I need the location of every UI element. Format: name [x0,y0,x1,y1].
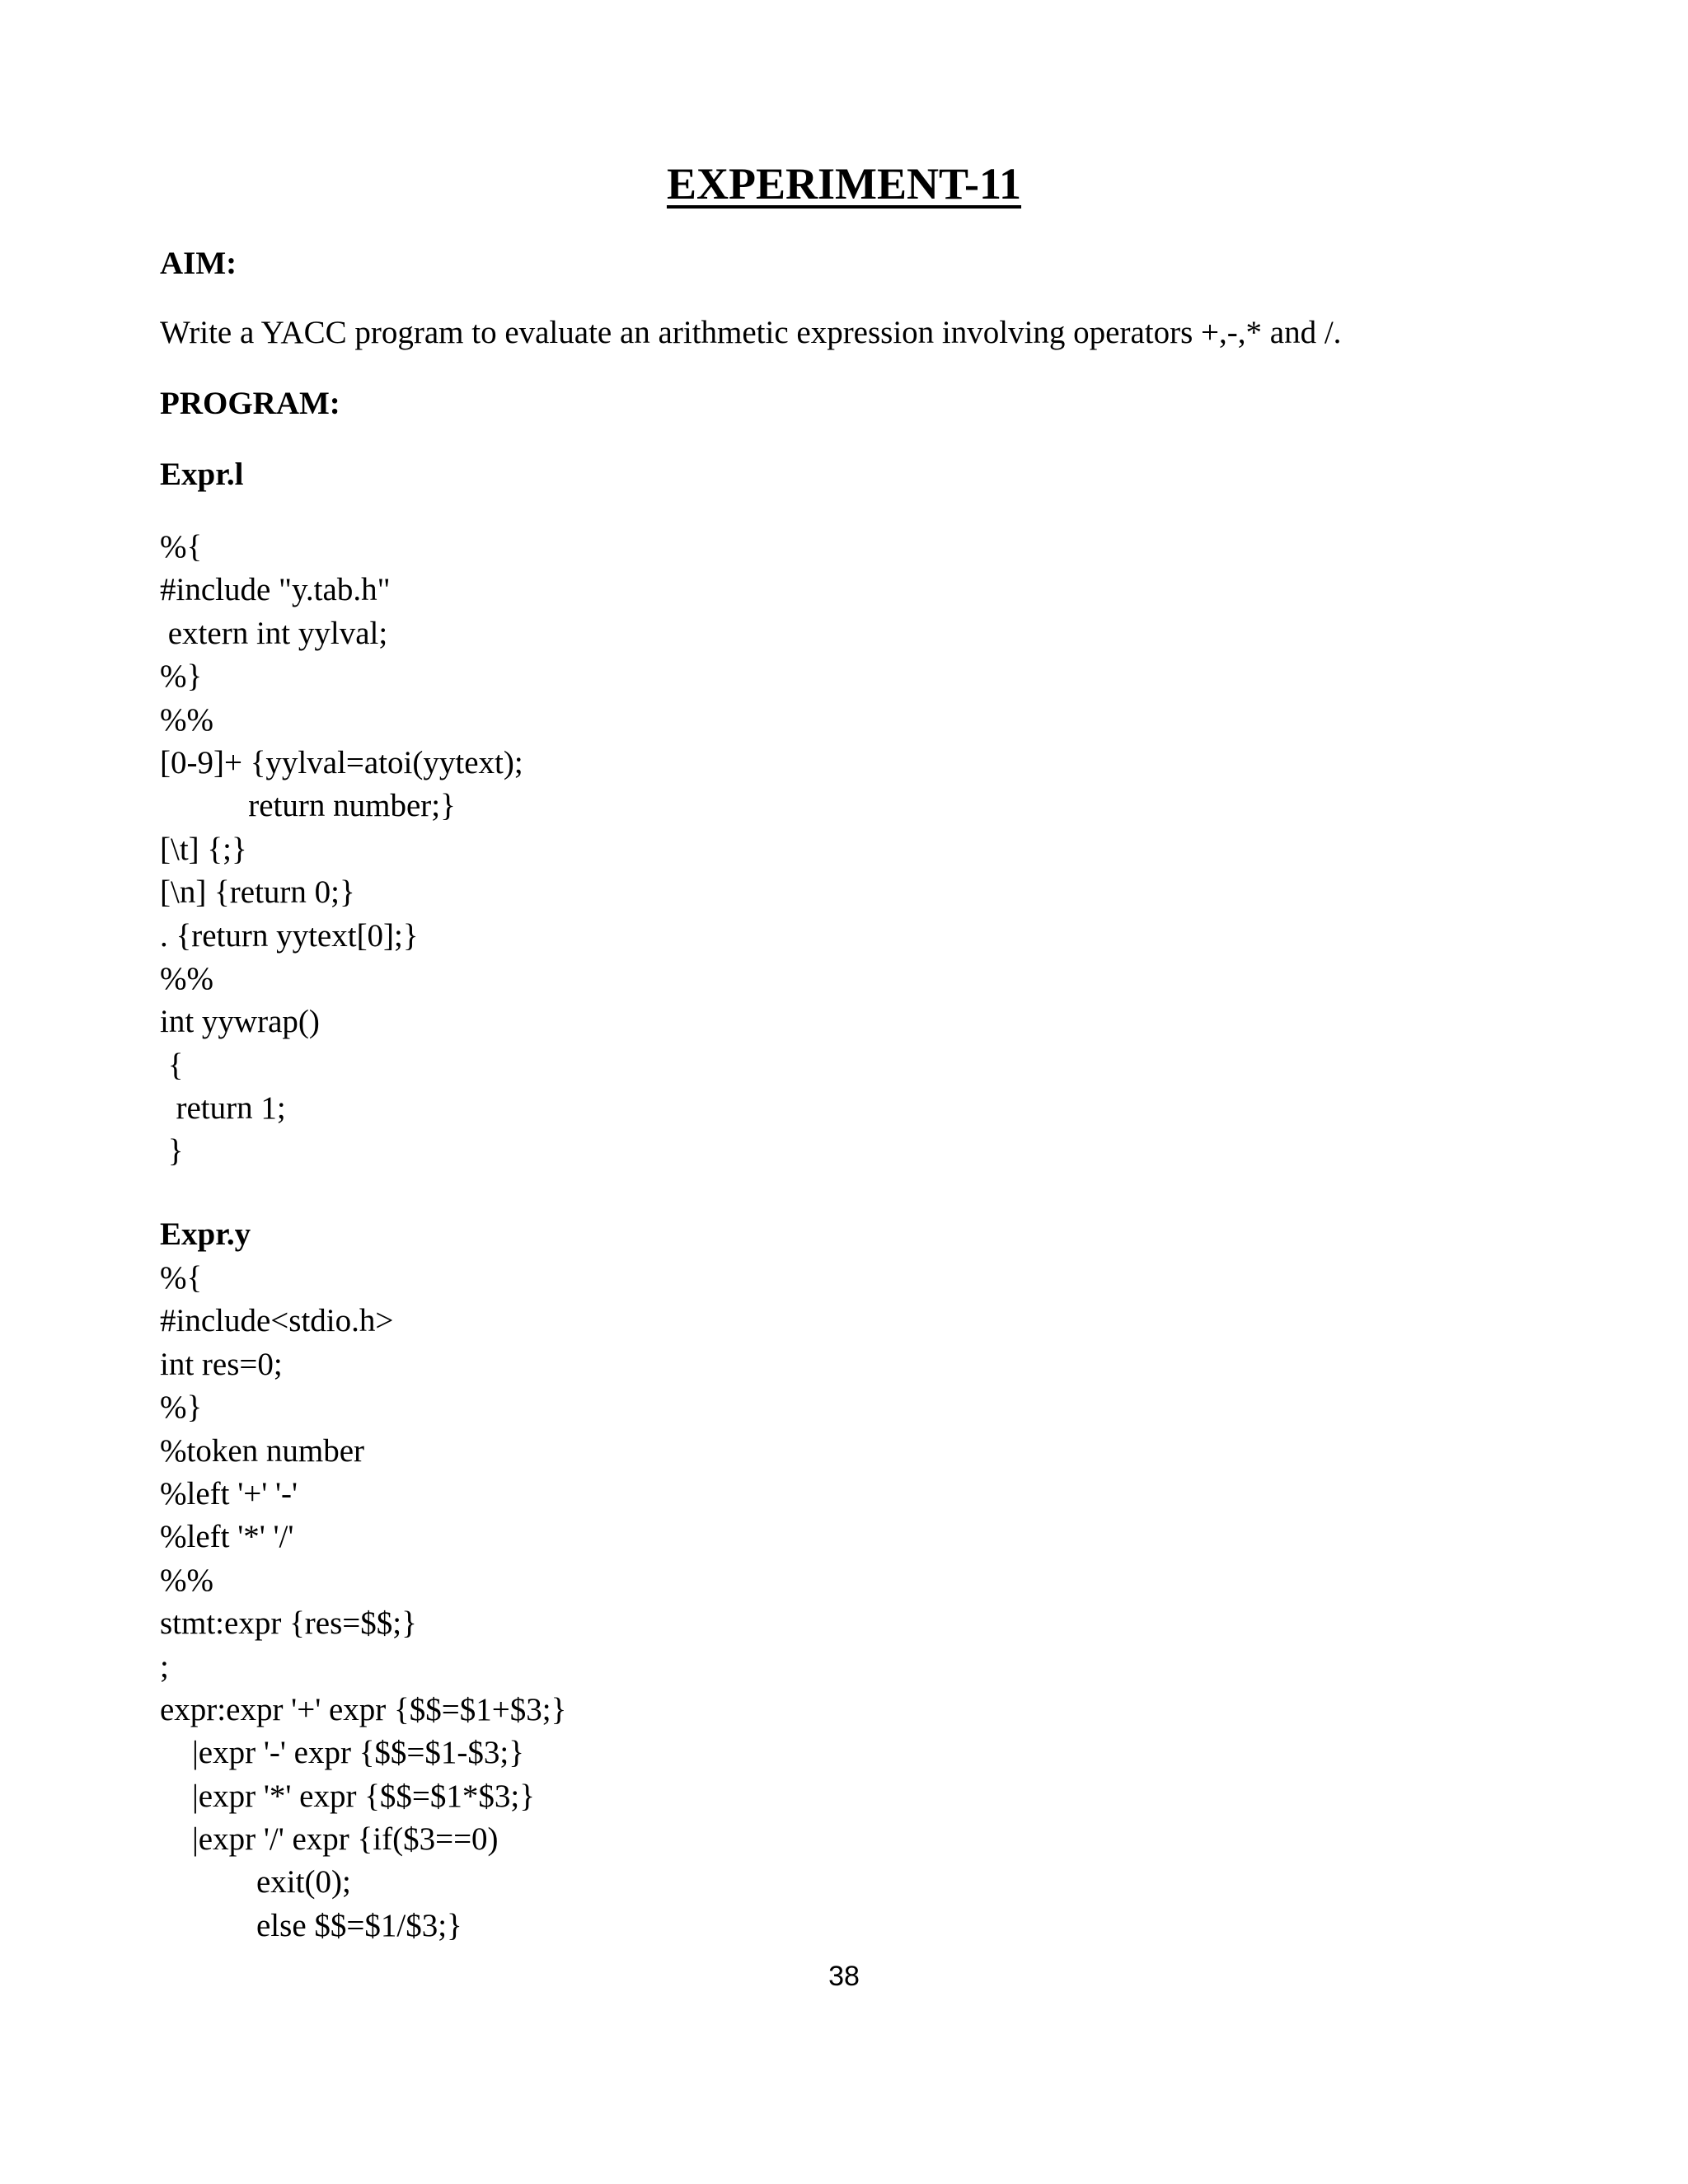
lex-code-block [160,526,523,1174]
code-line: %% [160,960,213,996]
code-line: %left '+' '-' [160,1475,298,1511]
code-line: #include<stdio.h> [160,1303,394,1339]
code-line: extern int yylval; [160,615,388,651]
code-line: %} [160,658,203,695]
code-line: #include "y.tab.h" [160,572,391,608]
code-line: [0-9]+ {yylval=atoi(yytext); [160,744,523,780]
aim-heading: AIM: [160,246,237,281]
program-heading: PROGRAM: [160,386,340,421]
code-line: { [160,1047,184,1083]
code-line: %% [160,1562,213,1598]
aim-text: Write a YACC program to evaluate an arithmetic expression involving operators +,-,* and /. [160,315,1342,350]
code-line: %token number [160,1432,365,1469]
yacc-code-block [160,1257,566,1947]
code-line: %% [160,701,213,738]
page-title [0,155,1688,213]
code-line: %left '*' '/' [160,1519,294,1555]
code-line: return number;} [160,788,456,824]
code-line: %{ [160,529,203,565]
yacc-file-name: Expr.y [160,1216,251,1252]
code-line: |expr '*' expr {$$=$1*$3;} [160,1778,535,1814]
code-line: exit(0); [160,1864,351,1900]
code-line: ; [160,1648,169,1685]
page-number: 38 [828,1961,860,1992]
page-title-text: EXPERIMENT-11 [666,159,1022,209]
code-line: } [160,1133,184,1169]
code-line: else $$=$1/$3;} [160,1907,462,1943]
code-line: stmt:expr {res=$$;} [160,1605,417,1642]
code-line: . {return yytext[0];} [160,917,419,954]
code-line: [\t] {;} [160,831,247,867]
code-line: |expr '-' expr {$$=$1-$3;} [160,1735,524,1771]
code-line: expr:expr '+' expr {$$=$1+$3;} [160,1691,567,1727]
code-line: %} [160,1390,203,1426]
lex-file-name: Expr.l [160,457,244,492]
code-line: [\n] {return 0;} [160,874,355,911]
code-line: int yywrap() [160,1004,320,1040]
code-line: |expr '/' expr {if($3==0) [160,1821,499,1858]
code-line: int res=0; [160,1346,283,1382]
code-line: return 1; [160,1090,286,1127]
code-line: %{ [160,1260,203,1296]
